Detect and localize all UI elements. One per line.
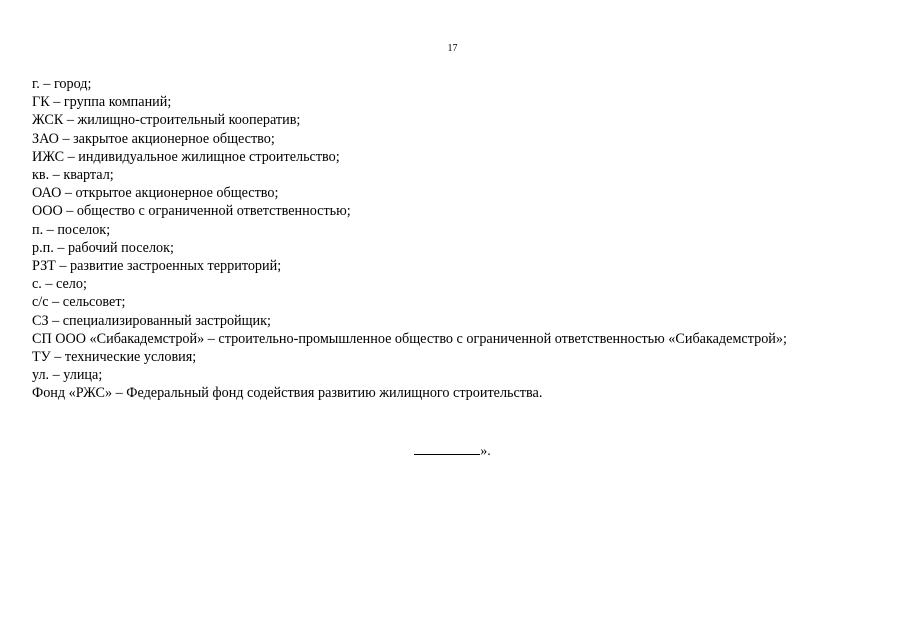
abbreviation-item: кв. – квартал; [32, 167, 114, 184]
abbreviation-item: ул. – улица; [32, 367, 103, 384]
closing-quote: ». [480, 444, 491, 459]
abbreviation-item: Фонд «РЖС» – Федеральный фонд содействия развитию жилищного строительства. [32, 385, 543, 402]
abbreviation-item: РЗТ – развитие застроенных территорий; [32, 258, 282, 275]
abbreviation-item: ОАО – открытое акционерное общество; [32, 185, 279, 202]
abbreviation-item: ЗАО – закрытое акционерное общество; [32, 130, 275, 147]
closing-mark [0, 440, 905, 461]
abbreviation-item: р.п. – рабочий поселок; [32, 239, 174, 256]
page-number: 17 [447, 43, 458, 54]
abbreviation-item: п. – поселок; [32, 221, 111, 238]
abbreviation-item: с. – село; [32, 276, 87, 293]
abbreviation-item: СЗ – специализированный застройщик; [32, 312, 271, 329]
signature-blank-line [414, 440, 480, 455]
abbreviation-item: ЖСК – жилищно-строительный кооператив; [32, 112, 301, 129]
abbreviation-list [32, 75, 892, 403]
abbreviation-item: ИЖС – индивидуальное жилищное строительство; [32, 148, 340, 165]
abbreviation-item: ООО – общество с ограниченной ответственностью; [32, 203, 351, 220]
abbreviation-item: ТУ – технические условия; [32, 349, 197, 366]
abbreviation-item: ГК – группа компаний; [32, 94, 172, 111]
abbreviation-item: СП ООО «Сибакадемстрой» – строительно-промышленное общество с ограниченной ответственностью «Сибакадемстрой»; [32, 330, 787, 347]
abbreviation-item: г. – город; [32, 76, 92, 92]
abbreviation-item: с/с – сельсовет; [32, 294, 126, 311]
